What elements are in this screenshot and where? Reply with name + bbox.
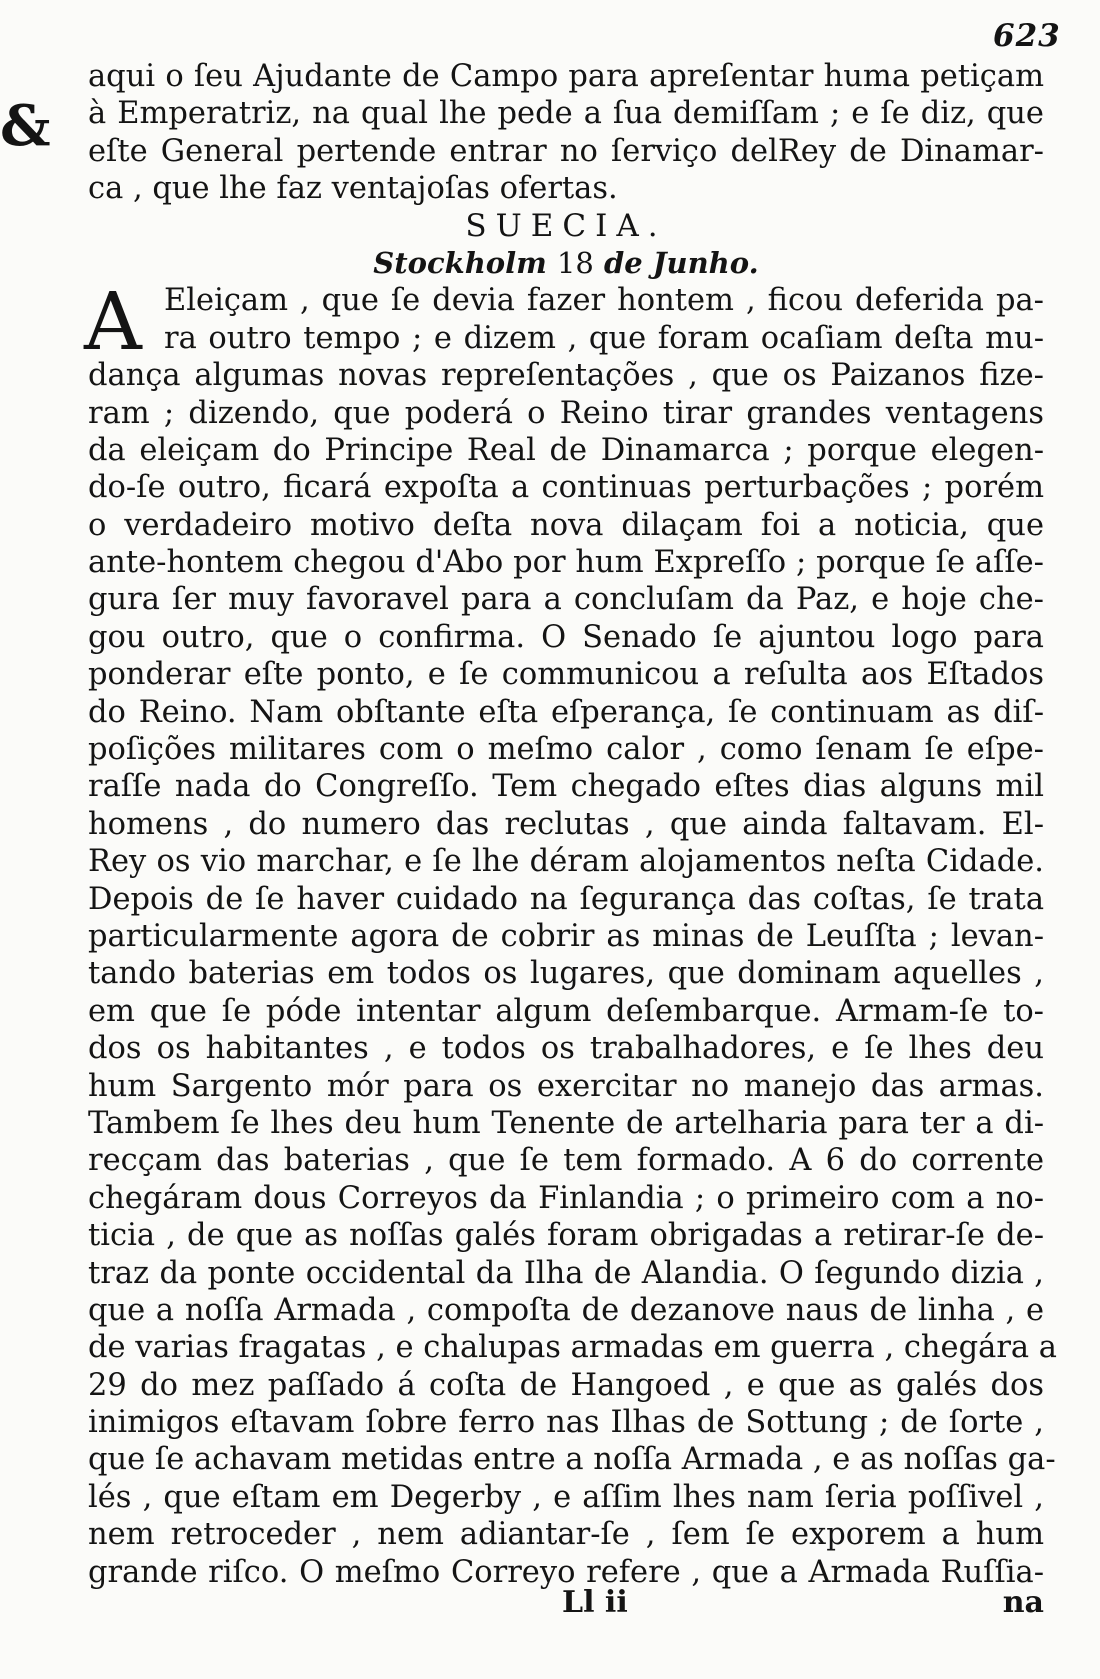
text-line: chegáram dous Correyos da Finlandia ; o primeiro com a no-: [88, 1180, 1044, 1216]
text-line: gura ſer muy favoravel para a concluſam da Paz, e hoje che-: [88, 582, 1044, 618]
text-line: ca , que lhe faz ventajoſas ofertas.: [88, 171, 618, 207]
text-line: ponderar eſte ponto, e ſe communicou a reſulta aos Eſtados: [88, 657, 1044, 693]
dateline-day: 18: [556, 245, 594, 280]
text-line: grande riſco. O meſmo Correyo refere , que a Armada Ruſſia-: [88, 1554, 1044, 1590]
dateline-place: Stockholm: [373, 245, 547, 280]
article-body: [84, 58, 1057, 1591]
text-line: Tambem ſe lhes deu hum Tenente de artelharia para ter a di-: [88, 1105, 1044, 1141]
text-line: lés , que eſtam em Degerby , e aſſim lhes nam ſeria poſſivel ,: [88, 1479, 1044, 1515]
text-line: poſições militares com o meſmo calor , como ſenam ſe eſpe-: [88, 732, 1044, 768]
signature-mark: Ll ii: [562, 1585, 628, 1620]
drop-cap: A: [84, 275, 142, 369]
text-line: dança algumas novas repreſentações , que os Paizanos fize-: [88, 358, 1044, 394]
text-line: hum Sargento mór para os exercitar no manejo das armas.: [88, 1068, 1044, 1104]
text-line: que a noſſa Armada , compoſta de dezanove naus de linha , e: [88, 1292, 1044, 1328]
text-line: da eleiçam do Principe Real de Dinamarca ; porque elegen-: [88, 432, 1044, 468]
text-line: Rey os vio marchar, e ſe lhe déram alojamentos neſta Cidade.: [88, 844, 1044, 880]
text-line: eſte General pertende entrar no ſerviço delRey de Dinamar-: [88, 133, 1044, 169]
text-line: nem retroceder , nem adiantar-ſe , ſem ſe exporem a hum: [88, 1517, 1044, 1553]
text-line: tando baterias em todos os lugares, que dominam aquelles ,: [88, 956, 1044, 992]
text-line: em que ſe póde intentar algum deſembarque. Armam-ſe to-: [88, 993, 1044, 1029]
text-line: do Reino. Nam obſtante eſta eſperança, ſe continuam as diſ-: [88, 694, 1044, 730]
text-line: Eleiçam , que ſe devia fazer hontem , ficou deferida pa-: [164, 283, 1044, 319]
section-heading: SUECIA.: [465, 207, 667, 244]
text-line: homens , do numero das reclutas , que ainda faltavam. El-: [88, 806, 1044, 842]
text-line: raſſe nada do Congreſſo. Tem chegado eſtes dias alguns mil: [88, 769, 1044, 805]
text-line: recçam das baterias , que ſe tem formado. A 6 do corrente: [88, 1143, 1044, 1179]
drop-cap-paragraph: [84, 275, 1044, 369]
text-line: aqui o ſeu Ajudante de Campo para apreſentar huma petiçam: [88, 59, 1044, 94]
margin-mark: &: [0, 93, 51, 159]
text-line: de varias fragatas , e chalupas armadas em guerra , chegára a: [88, 1330, 1057, 1366]
dateline: [88, 245, 1044, 282]
catchword: na: [1002, 1585, 1044, 1620]
text-line: à Emperatriz, na qual lhe pede a ſua demiſſam ; e ſe diz, que: [88, 96, 1044, 132]
drop-cap-lines: [88, 282, 1044, 357]
text-line: ram ; dizendo, que poderá o Reino tirar grandes ventagens: [88, 395, 1044, 431]
text-line: do-ſe outro, ficará expoſta a continuas perturbações ; porém: [88, 470, 1044, 506]
page-footer: [88, 1585, 1044, 1625]
main-paragraph: [88, 357, 1057, 1591]
text-line: gou outro, que o confirma. O Senado ſe ajuntou logo para: [88, 619, 1044, 655]
text-line: traz da ponte occidental da Ilha de Alandia. O ſegundo dizia ,: [88, 1255, 1044, 1291]
text-line: o verdadeiro motivo deſta nova dilaçam foi a noticia, que: [88, 507, 1044, 543]
text-line: inimigos eſtavam ſobre ferro nas Ilhas de Sottung ; de ſorte ,: [88, 1405, 1044, 1441]
page-number: 623: [993, 18, 1061, 54]
text-line: Depois de ſe haver cuidado na ſegurança das coſtas, ſe trata: [88, 881, 1044, 917]
text-line: particularmente agora de cobrir as minas de Leuſſta ; levan-: [88, 918, 1044, 954]
top-paragraph: [88, 58, 1044, 208]
dateline-month: de Junho.: [603, 245, 759, 280]
text-line: que ſe achavam metidas entre a noſſa Armada , e as noſſas ga-: [88, 1442, 1056, 1478]
text-line: ticia , de que as noſſas galés foram obrigadas a retirar-ſe de-: [88, 1218, 1044, 1254]
text-line: ante-hontem chegou d'Abo por hum Expreſſo ; porque ſe aſſe-: [88, 545, 1044, 581]
text-line: 29 do mez paſſado á coſta de Hangoed , e que as galés dos: [88, 1367, 1044, 1403]
text-line: dos os habitantes , e todos os trabalhadores, e ſe lhes deu: [88, 1031, 1044, 1067]
text-line: ra outro tempo ; e dizem , que foram ocaſiam deſta mu-: [164, 320, 1044, 356]
